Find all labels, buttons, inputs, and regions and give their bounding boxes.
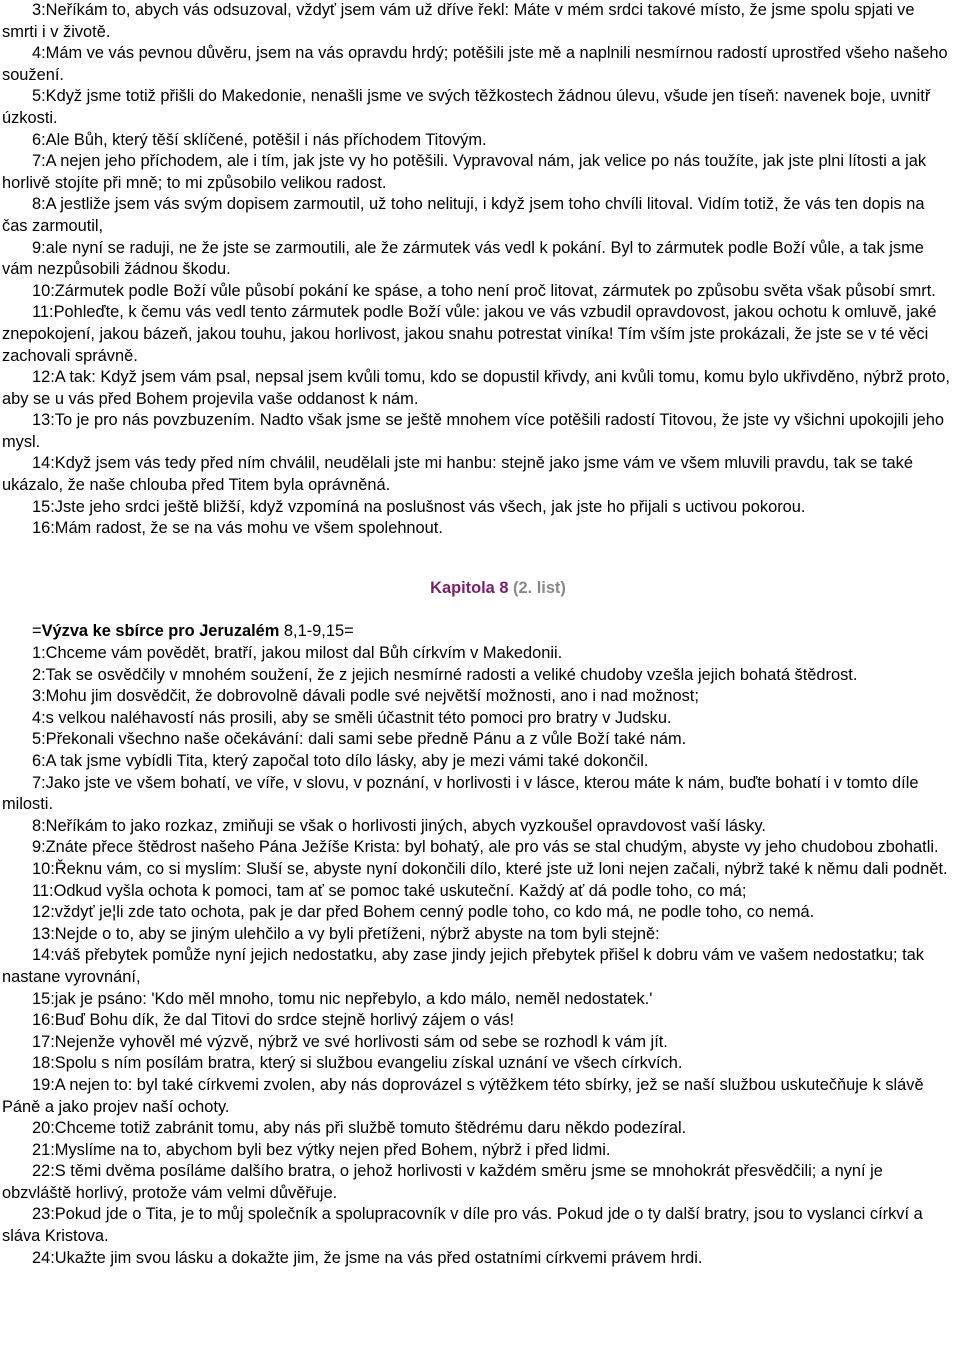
section-title: Výzva ke sbírce pro Jeruzalém	[41, 622, 280, 641]
chapter-subtitle: (2. list)	[513, 578, 566, 597]
verse: 7:A nejen jeho příchodem, ale i tím, jak jste vy ho potěšili. Vypravoval nám, jak velice po nás toužíte, jak jste plni lítosti a jak horlivě stojíte při mně; to mi způsobilo velikou radost.	[2, 152, 927, 192]
verse: 20:Chceme totiž zabránit tomu, aby nás při službě tomuto štědrému daru někdo podezíral.	[32, 1119, 687, 1138]
verse: 17:Nejenže vyhověl mé výzvě, nýbrž ve své horlivosti sám od sebe se rozhodl k vám jít.	[32, 1032, 668, 1051]
chapter-title: Kapitola 8	[430, 578, 509, 597]
verse: 16:Mám radost, že se na vás mohu ve všem spolehnout.	[32, 519, 443, 538]
verse: 11:Pohleďte, k čemu vás vedl tento zármutek podle Boží vůle: jakou ve vás vzbudil opravdovost, jakou ochotu k omluvě, jaké znepokojení, jakou bázeň, jakou touhu, jakou horlivost, jakou snahu potrestat viníka! Tím vším jste prokázali, že jste se v té věci zachovali správně.	[2, 303, 937, 365]
verse: 12:A tak: Když jsem vám psal, nepsal jsem kvůli tomu, kdo se dopustil křivdy, ani kvůli tomu, komu bylo ukřivděno, nýbrž proto, aby se u vás před Bohem projevila vaše oddanost k nám.	[2, 368, 950, 408]
verse: 15:jak je psáno: 'Kdo měl mnoho, tomu nic nepřebylo, a kdo málo, neměl nedostatek.'	[32, 989, 653, 1008]
verse: 7:Jako jste ve všem bohatí, ve víře, v slovu, v poznání, v horlivosti i v lásce, kterou máte k nám, buďte bohatí i v tomto díle milosti.	[2, 773, 919, 814]
verse: 21:Myslíme na to, abychom byli bez výtky nejen před Bohem, nýbrž i před lidmi.	[32, 1140, 611, 1159]
verse: 24:Ukažte jim svou lásku a dokažte jim, že jsme na vás před ostatními církvemi právem hrdi.	[32, 1248, 703, 1267]
verse: 10:Zármutek podle Boží vůle působí pokání ke spáse, a toho není proč litovat, zármutek po způsobu světa však působí smrt.	[32, 281, 936, 300]
verse: 6:Ale Bůh, který těší sklíčené, potěšil i nás příchodem Titovým.	[32, 130, 487, 149]
section-heading	[2, 621, 954, 643]
verse: 22:S těmi dvěma posíláme dalšího bratra, o jehož horlivosti v každém směru jsme se mnohokrát přesvědčili; a nyní je obzvláště horlivý, protože vám velmi důvěřuje.	[2, 1162, 883, 1202]
verse: 14:váš přebytek pomůže nyní jejich nedostatku, aby zase jindy jejich přebytek přišel k dobru vám ve vašem nedostatku; tak nastane vyrovnání,	[2, 946, 924, 986]
verse: 23:Pokud jde o Tita, je to můj společník a spolupracovník v díle pro vás. Pokud jde o ty další bratry, jsou to vyslanci církví a sláva Kristova.	[2, 1205, 923, 1246]
verse: 10:Řeknu vám, co si myslím: Sluší se, abyste nyní dokončili dílo, které jste už loni nejen začali, nýbrž také k němu dali podnět.	[32, 859, 948, 878]
chapter-verses	[2, 643, 954, 1269]
verse: 19:A nejen to: byl také církvemi zvolen, aby nás doprovázel s výtěžkem této sbírky, jež se naší službou uskutečňuje k slávě Páně a jako projev naší ochoty.	[2, 1075, 924, 1116]
verse: 15:Jste jeho srdci ještě bližší, když vzpomíná na poslušnost vás všech, jak jste ho přijali s uctivou pokorou.	[32, 497, 806, 516]
verse: 4:Mám ve vás pevnou důvěru, jsem na vás opravdu hrdý; potěšili jste mě a naplnili nesmírnou radostí uprostřed všeho našeho soužení.	[2, 44, 948, 84]
verse: 2:Tak se osvědčily v mnohém soužení, že z jejich nesmírné radosti a veliké chudoby vzešla jejich bohatá štědrost.	[32, 665, 858, 684]
verse: 8:Neříkám to jako rozkaz, zmiňuji se však o horlivosti jiných, abych vyzkoušel opravdovost vaší lásky.	[32, 816, 766, 835]
verse: 4:s velkou naléhavostí nás prosili, aby se směli účastnit této pomoci pro bratry v Judsku.	[32, 708, 672, 727]
section-reference: 8,1-9,15=	[279, 622, 354, 641]
section-prefix: =	[32, 622, 42, 641]
verse: 5:Když jsme totiž přišli do Makedonie, nenašli jsme ve svých těžkostech žádnou úlevu, všude jen tíseň: navenek boje, uvnitř úzkosti.	[2, 87, 931, 127]
verse: 6:A tak jsme vybídli Tita, který započal toto dílo lásky, aby je mezi vámi také dokončil.	[32, 752, 649, 770]
verse: 18:Spolu s ním posílám bratra, který si službou evangeliu získal uznání ve všech církvích.	[32, 1054, 683, 1073]
verse: 5:Překonali všechno naše očekávání: dali sami sebe předně Pánu a z vůle Boží také nám.	[32, 730, 687, 749]
verse: 11:Odkud vyšla ochota k pomoci, tam ať se pomoc také uskuteční. Každý ať dá podle toho, co má;	[32, 881, 747, 900]
verse: 12:vždyť je¦li zde tato ochota, pak je dar před Bohem cenný podle toho, co kdo má, ne podle toho, co nemá.	[32, 903, 815, 922]
verse: 13:To je pro nás povzbuzením. Nadto však jsme se ještě mnohem více potěšili radostí Titovou, že jste vy všichni upokojili jeho mysl.	[2, 411, 944, 451]
verse: 16:Buď Bohu dík, že dal Titovi do srdce stejně horlivý zájem o vás!	[32, 1011, 515, 1030]
verse: 13:Nejde o to, aby se jiným ulehčilo a vy byli přetíženi, nýbrž abyste na tom byli stejně:	[32, 924, 660, 943]
verse: 9:Znáte přece štědrost našeho Pána Ježíše Krista: byl bohatý, ale pro vás se stal chudým, abyste vy jeho chudobou zbohatli.	[32, 838, 939, 857]
top-verses	[2, 0, 954, 540]
verse: 1:Chceme vám povědět, bratří, jakou milost dal Bůh církvím v Makedonii.	[32, 644, 563, 663]
verse: 8:A jestliže jsem vás svým dopisem zarmoutil, už toho nelituji, i když jsem toho chvíli litoval. Vidím totiž, že vás ten dopis na čas zarmoutil,	[2, 195, 925, 235]
verse: 14:Když jsem vás tedy před ním chválil, neudělali jste mi hanbu: stejně jako jsme vám ve všem mluvili pravdu, tak se také ukázalo, že naše chlouba před Titem byla oprávněná.	[2, 454, 913, 495]
verse: 3:Neříkám to, abych vás odsuzoval, vždyť jsem vám už dříve řekl: Máte v mém srdci takové místo, že jsme spolu spjati ve smrti i v životě.	[2, 1, 915, 41]
verse: 9:ale nyní se raduji, ne že jste se zarmoutili, ale že zármutek vás vedl k pokání. Byl to zármutek podle Boží vůle, a tak jsme vám nezpůsobili žádnou škodu.	[2, 238, 924, 279]
verse: 3:Mohu jim dosvědčit, že dobrovolně dávali podle své největší možnosti, ano i nad možnost;	[32, 687, 699, 706]
chapter-heading	[2, 578, 954, 600]
